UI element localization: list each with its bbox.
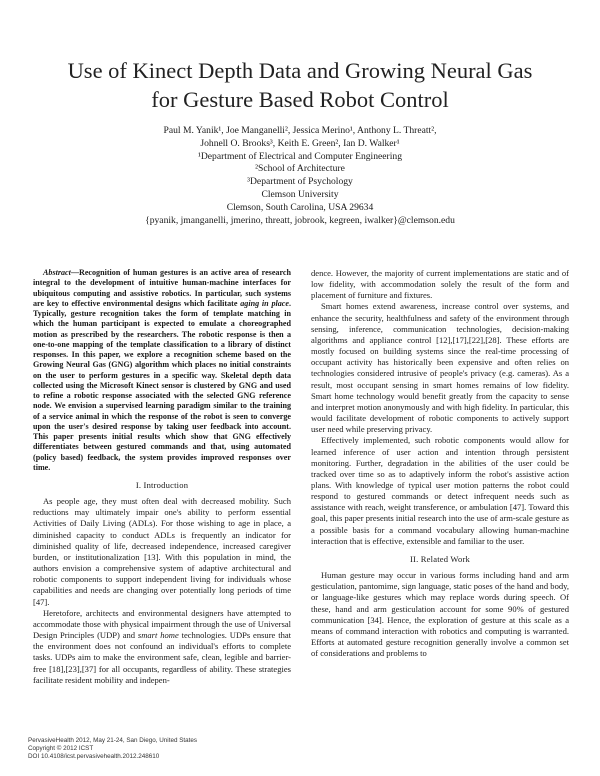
intro-p2-text-2: technologies. UDPs ensure that the environment does not confound an individual's efforts to complete tasks. UDPs aim to make the environment safe, clean, legible and barrier-free [18],[23],[37] for all occupants, regardless of ability. These strategies facilitate resident mobility and indepen- bbox=[33, 630, 292, 685]
intro-paragraph-3: Smart homes extend awareness, increase control over systems, and enhance the security, healthfulness and safety of the environment through sensing, inference, communication technologies, decision-making algorithms and appliance control [12],[17],[22],[28]. These efforts are mostly focused on building systems since the real-time processing of occupant activity has historically been expensive and often relies on technologies considered intrusive of people's privacy (e.g. cameras). As a result, most occupant sensing in smart homes remains of low fidelity. Smart home technology would benefit greatly from the capacity to sense and interpret motion anonymously and with high fidelity. In particular, this would facilitate development of robotic components to actively support user need while preserving privacy. bbox=[311, 301, 569, 435]
title-line-1: Use of Kinect Depth Data and Growing Neural Gas bbox=[67, 58, 533, 83]
affiliation-3: ³Department of Psychology bbox=[247, 176, 353, 188]
affiliation-2: ²School of Architecture bbox=[255, 163, 345, 175]
related-work-paragraph-1: Human gesture may occur in various forms including hand and arm gesticulation, pantomime, sign language, static poses of the hand and body, or language-like gestures which may replace words during speech. Of these, hand and arm gesticulation account for some 90% of gestured communication [34]. Hence, the exploration of gesture at this scale as a means of command interaction with robotics and computing is warranted. Efforts at automated gesture recognition generally involve a common set of considerations and problems to bbox=[311, 570, 569, 659]
author-line-1: Paul M. Yanik¹, Joe Manganelli², Jessica Merino¹, Anthony L. Threatt², bbox=[163, 125, 437, 136]
section-heading-introduction: I. Introduction bbox=[135, 480, 189, 490]
paper-title bbox=[20, 56, 580, 114]
intro-paragraph-1: As people age, they must often deal with decreased mobility. Such reductions may ultimately impair one's ability to perform essential Activities of Daily Living (ADLs). For those wishing to age in place, a diminished capacity to conduct ADLs is frequently an indicator for diminished quality of life, decreased independence, increased caregiver burden, or institutionalization [13]. With this population in mind, the authors envision a comprehensive system of adaptive architectural and robotic components to support independent living for individuals whose capabilities and needs are changing over potentially long periods of time [47]. bbox=[33, 496, 291, 607]
intro-paragraph-2 bbox=[33, 608, 291, 686]
right-column bbox=[311, 268, 569, 659]
intro-p2-text-1: Heretofore, architects and environmental designers have attempted to accommodate those with physical impairment through the use of Universal Design Principles (UDP) and bbox=[33, 607, 291, 641]
section-heading-related-work: II. Related Work bbox=[409, 553, 471, 564]
affiliation-5: Clemson, South Carolina, USA 29634 bbox=[226, 201, 374, 213]
affiliation-1: ¹Department of Electrical and Computer Engineering bbox=[197, 150, 402, 162]
author-block bbox=[40, 125, 560, 227]
intro-paragraph-4: Effectively implemented, such robotic components would allow for learned inference of user action and intention through persistent monitoring. Further, degradation in the abilities of the user could be tracked over time so as to adaptively inform the robot's assistive action plans. With knowledge of typical user motion patterns the robot could respond to gestured commands or detect infrequent needs such as assistance with reach, weight transference, or ambulation [47]. Toward this goal, this paper presents initial research into the use of arm-scale gesture as a possible basis for a command vocabulary allowing human-machine interaction that is effective, extensible and familiar to the user. bbox=[311, 435, 569, 546]
footer-doi: DOI 10.4108/icst.pervasivehealth.2012.248610 bbox=[28, 753, 160, 760]
footer-conference: PervasiveHealth 2012, May 21-24, San Diego, United States bbox=[28, 737, 198, 744]
abstract-emphasis: aging in place bbox=[240, 298, 289, 308]
abstract-text-2: . Typically, gesture recognition takes the form of template matching in which the human participant is expected to emulate a choreographed motion as prescribed by the researchers. The robotic response is then a one-to-one mapping of the template classification to a library of distinct responses. In this paper, we explore a recognition scheme based on the Growing Neural Gas (GNG) algorithm which places no initial constraints on the user to perform gestures in a specific way. Skeletal depth data collected using the Microsoft Kinect sensor is clustered by GNG and used to refine a robotic response associated with the selected GNG reference node. We envision a supervised learning paradigm similar to the training of a service animal in which the response of the robot is seen to converge upon the user's desired response by taking user feedback into account. This paper presents initial results which show that GNG effectively differentiates between gestured commands and that, using automated (policy based) feedback, the system provides improved responses over time. bbox=[33, 298, 292, 472]
affiliation-4: Clemson University bbox=[261, 188, 339, 200]
title-line-2: for Gesture Based Robot Control bbox=[151, 87, 449, 112]
author-emails: {pyanik, jmanganelli, jmerino, threatt, jobrook, kegreen, iwalker}@clemson.edu bbox=[145, 214, 455, 226]
intro-p2-emphasis: smart home bbox=[137, 630, 179, 641]
abstract-text-1: —Recognition of human gestures is an active area of research integral to the development of intuitive human-machine interfaces for ubiquitous computing and assistive robotics. In particular, such systems are key to effective environmental designs which facilitate bbox=[33, 268, 291, 308]
left-column bbox=[33, 268, 291, 686]
author-line-2: Johnell O. Brooks³, Keith E. Green², Ian D. Walker¹ bbox=[200, 137, 400, 149]
copyright-footer bbox=[28, 737, 197, 761]
footer-copyright: Copyright © 2012 ICST bbox=[28, 745, 94, 752]
intro-continuation: dence. However, the majority of current implementations are static and of low fidelity, with accommodation solely the result of the form and placement of furniture and fixtures. bbox=[311, 268, 569, 301]
abstract-heading: Abstract bbox=[43, 268, 71, 277]
abstract bbox=[33, 268, 291, 473]
